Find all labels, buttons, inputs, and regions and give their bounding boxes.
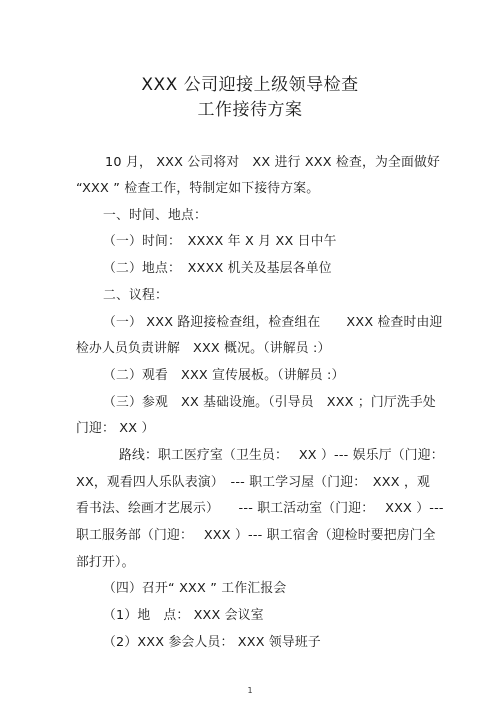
body-line: 部打开）。 <box>76 555 135 570</box>
body-line: （二）观看 XXX 宣传展板。（讲解员 :） <box>103 368 345 383</box>
body-line: 检办人员负责讲解 XXX 概况。（讲解员 :） <box>76 341 331 356</box>
body-line: （2）XXX 参会人员： XXX 领导班子 <box>103 635 321 650</box>
body-line: （二）地点： XXXX 机关及基层各单位 <box>103 261 332 276</box>
body-line: （三）参观 XX 基础设施。（引导员 XXX ；门厅洗手处 <box>103 395 436 410</box>
body-line: XX，观看四人乐队表演） --- 职工学习屋（门迎： XXX ，观 <box>76 475 430 490</box>
body-line: 10 月， XXX 公司将对 XX 进行 XXX 检查，为全面做好 <box>105 155 440 170</box>
body-line: （1）地 点： XXX 会议室 <box>103 608 264 623</box>
body-line: 路线：职工医疗室（卫生员： XX ）--- 娱乐厅（门迎： <box>119 448 444 463</box>
body-line: （一） XXX 路迎接检查组，检查组在 XXX 检查时由迎 <box>103 315 443 330</box>
page-number: 1 <box>247 686 253 695</box>
body-line: 看书法、绘画才艺展示） --- 职工活动室（门迎： XXX ）--- <box>76 501 444 516</box>
document-title-line-2: 工作接待方案 <box>197 100 303 120</box>
body-line: 职工服务部（门迎： XXX ）--- 职工宿舍（迎检时要把房门全 <box>76 528 436 543</box>
section-heading-time-place: 一、时间、地点： <box>103 208 207 223</box>
body-line: 门迎： XX ） <box>76 421 155 436</box>
body-line: “XXX ” 检查工作，特制定如下接待方案。 <box>76 181 320 196</box>
document-title-line-1: XXX 公司迎接上级领导检查 <box>141 75 359 95</box>
body-line: （一）时间： XXXX 年 X 月 XX 日中午 <box>103 234 337 249</box>
section-heading-agenda: 二、议程： <box>103 288 168 303</box>
body-line: （四）召开“ XXX ” 工作汇报会 <box>103 581 287 596</box>
